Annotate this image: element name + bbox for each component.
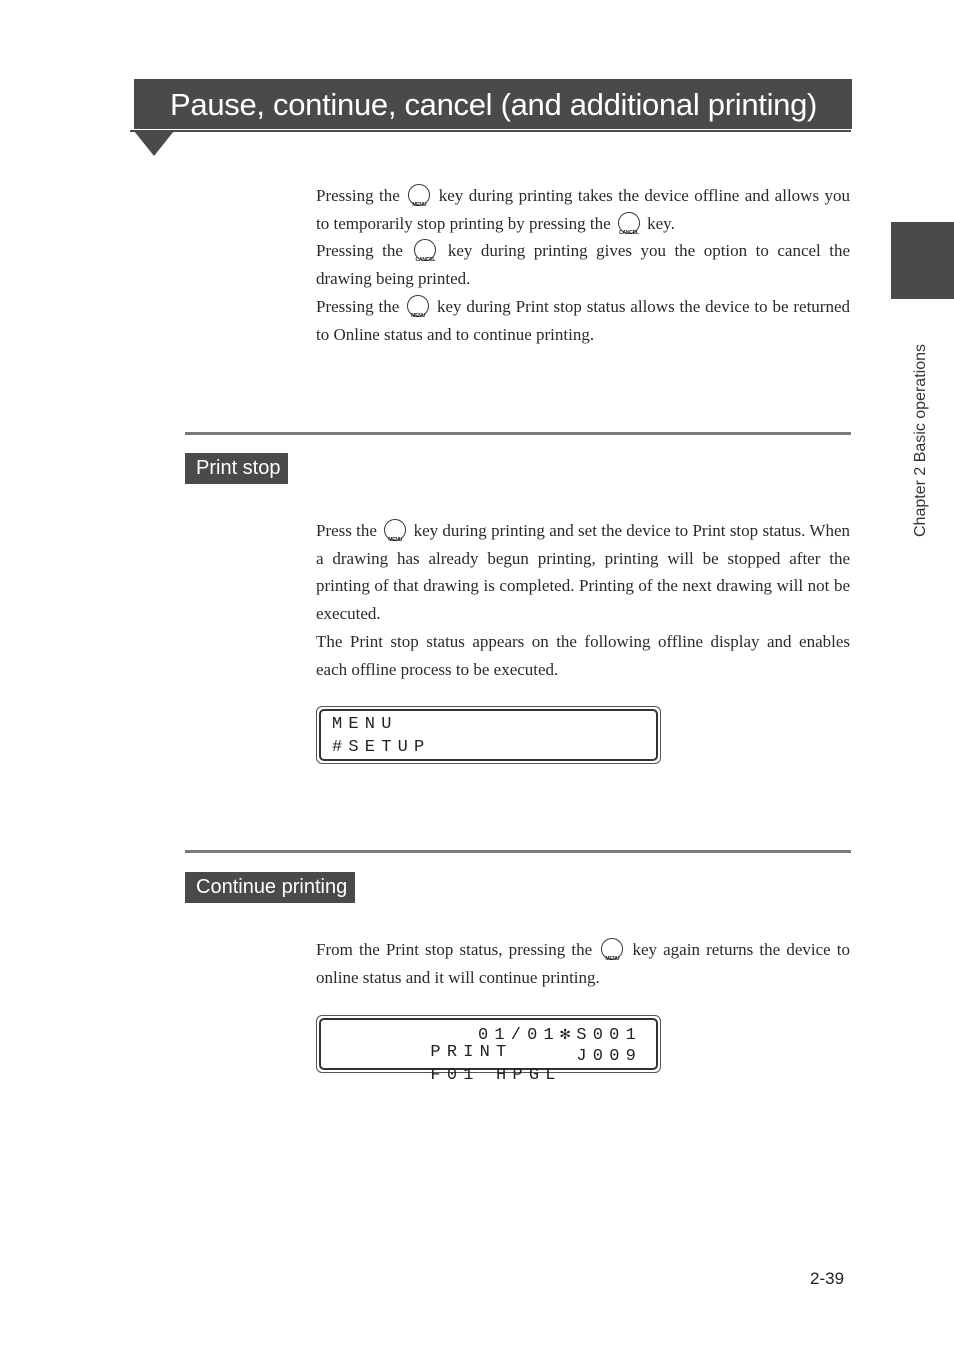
lcd-screen: [319, 1018, 658, 1085]
title-tab-pointer: [134, 131, 174, 156]
print-stop-text: [316, 517, 850, 683]
intro-paragraph-1: [316, 182, 850, 237]
lcd-display-print: [316, 1015, 661, 1085]
cancel-key-label: CANCEL: [415, 257, 436, 264]
title-underline: [130, 130, 851, 132]
lcd-display-menu: [316, 706, 661, 764]
continue-p1-b: key again returns the device to online status and it will continue printing.: [316, 940, 851, 987]
menu-key-label: MENU: [605, 956, 620, 962]
continue-p1-a: From the Print stop status, pressing the: [316, 940, 593, 959]
chapter-label: Chapter 2 Basic operations: [912, 344, 929, 537]
lcd-line-1: MENU: [332, 715, 398, 734]
lcd-line-1-left: PRINT: [430, 1043, 513, 1062]
intro-p1-b: key during printing takes the device offline and allows you to temporarily stop printing by pressing the: [316, 186, 851, 233]
page-title: Pause, continue, cancel (and additional printing): [170, 87, 818, 122]
continue-printing-text: [316, 936, 850, 991]
menu-key-icon: [601, 938, 623, 960]
menu-key-icon: [408, 184, 430, 206]
menu-key-icon: [384, 519, 406, 541]
intro-text: [316, 182, 850, 348]
print-stop-rule: [185, 432, 851, 435]
lcd-screen: [319, 709, 658, 761]
cancel-key-icon: [618, 212, 640, 234]
intro-p1-c: key.: [647, 213, 675, 233]
page-number: 2-39: [810, 1269, 845, 1288]
title-bar: [134, 79, 852, 129]
intro-p2-b: key during printing gives you the option to cancel the drawing being printed.: [316, 241, 851, 289]
menu-key-label: MENU: [388, 537, 403, 543]
intro-paragraph-3: [316, 293, 850, 348]
continue-printing-paragraph-1: [316, 936, 850, 991]
menu-key-label: MENU: [412, 202, 427, 208]
chapter-tab: [891, 222, 954, 299]
print-stop-paragraph-1: [316, 517, 850, 628]
intro-p2-a: Pressing the: [316, 241, 403, 261]
continue-printing-rule: [185, 850, 851, 853]
cancel-key-label: CANCEL: [619, 229, 639, 236]
print-stop-paragraph-2: The Print stop status appears on the following offline display and enables each offline process to be executed.: [316, 631, 850, 679]
menu-key-icon: [407, 295, 429, 317]
print-stop-heading: Print stop: [185, 453, 288, 484]
continue-printing-heading: Continue printing: [185, 872, 355, 903]
cancel-key-icon: [414, 239, 436, 264]
intro-p3-b: key during Print stop status allows the device to be returned to Online status and to continue printing.: [316, 296, 850, 344]
intro-p1-a: Pressing the: [316, 186, 400, 205]
lcd-line-2-left: F01 HPGL: [430, 1066, 562, 1085]
lcd-line-2: #SETUP: [332, 738, 431, 757]
print-stop-p1-b: key during printing and set the device to Print stop status. When a drawing has already begun printing, printing will be stopped after the printing of that drawing is completed. Printing of the next drawing will not be executed.: [316, 521, 851, 624]
intro-paragraph-2: [316, 237, 850, 292]
lcd-line-1-right: 01/01✻S001: [477, 1026, 642, 1045]
intro-p3-a: Pressing the: [316, 296, 400, 316]
lcd-line-2: [332, 1047, 642, 1123]
lcd-line-2-right: J009: [576, 1047, 642, 1066]
menu-key-label: MENU: [411, 312, 426, 319]
print-stop-p1-a: Press the: [316, 521, 377, 540]
